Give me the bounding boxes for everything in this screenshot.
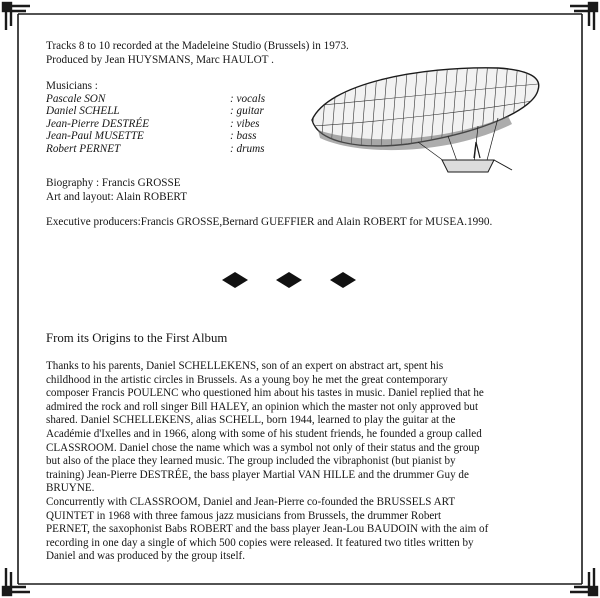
diamond-ornament-icon: [222, 271, 356, 289]
musicians-list: [46, 80, 265, 156]
musician-name: Daniel SCHELL: [46, 105, 120, 118]
musicians-heading: Musicians :: [46, 80, 98, 92]
musician-name: Jean-Pierre DESTRÉE: [46, 117, 150, 130]
art-credit: Art and layout: Alain ROBERT: [46, 190, 188, 203]
biography-text: Thanks to his parents, Daniel SCHELLEKENS, son of an expert on abstract art, spent his childhood in the artistic circles in Brussels. As a young boy he met the great contemporary composer Francis POULENC who questioned him about his tastes in music. Daniel replied that he admired the rock and roll singer Bill HALEY, an opinion which the master not only approved but shared. Daniel SCHELLEKENS, alias SCHELL, born 1944, learned to play the guitar at the Académie d'Ixelles and in 1966, along with some of his student friends, he founded a group called CLASSROOM. Daniel chose the name which was a symbol not only of their status and the group but also of the place they learned music. The group included the vibraphonist (but pianist by training) Jean-Pierre DESTRÉE, the bass player Martial VAN HILLE and the drummer Guy de BRUYNE. Concurrently with CLASSROOM, Daniel and Jean-Pierre co-founded the BRUSSELS ART QUINTET in 1968 with three famous jazz musicians from Brussels, the drummer Robert PERNET, the saxophonist Babs ROBERT and the bass player Jean-Lou BAUDOIN with the aim of recording in one day a single of which 500 copies were released. It featured two titles written by Daniel and was produced by the group itself.: [46, 360, 489, 563]
airship-illustration: [298, 60, 544, 182]
section-title: From its Origins to the First Album: [46, 331, 228, 345]
musician-role: : guitar: [230, 105, 264, 118]
musician-name: Jean-Paul MUSETTE: [46, 130, 144, 143]
musician-role: : bass: [230, 130, 257, 143]
executive-producers: Executive producers:Francis GROSSE,Bernard GUEFFIER and Alain ROBERT for MUSEA.1990.: [46, 216, 493, 228]
musician-row: [46, 118, 265, 131]
corner-ornament-icon: [570, 568, 597, 595]
corner-ornament-icon: [3, 3, 30, 30]
musician-row: [46, 105, 265, 118]
other-credits: [46, 177, 187, 204]
musician-row: [46, 93, 265, 106]
producers: Produced by Jean HUYSMANS, Marc HAULOT .: [46, 53, 274, 66]
musician-role: : vibes: [230, 117, 260, 130]
biography-credit: Biography : Francis GROSSE: [46, 177, 181, 189]
corner-ornament-icon: [570, 3, 597, 30]
recording-info: Tracks 8 to 10 recorded at the Madeleine Studio (Brussels) in 1973.: [46, 40, 349, 52]
musician-role: : vocals: [230, 92, 266, 105]
musician-name: Robert PERNET: [46, 142, 121, 155]
musician-row: [46, 143, 265, 156]
corner-ornament-icon: [3, 568, 30, 595]
musician-role: : drums: [230, 142, 265, 155]
musician-row: [46, 130, 265, 143]
musician-name: Pascale SON: [46, 92, 106, 105]
